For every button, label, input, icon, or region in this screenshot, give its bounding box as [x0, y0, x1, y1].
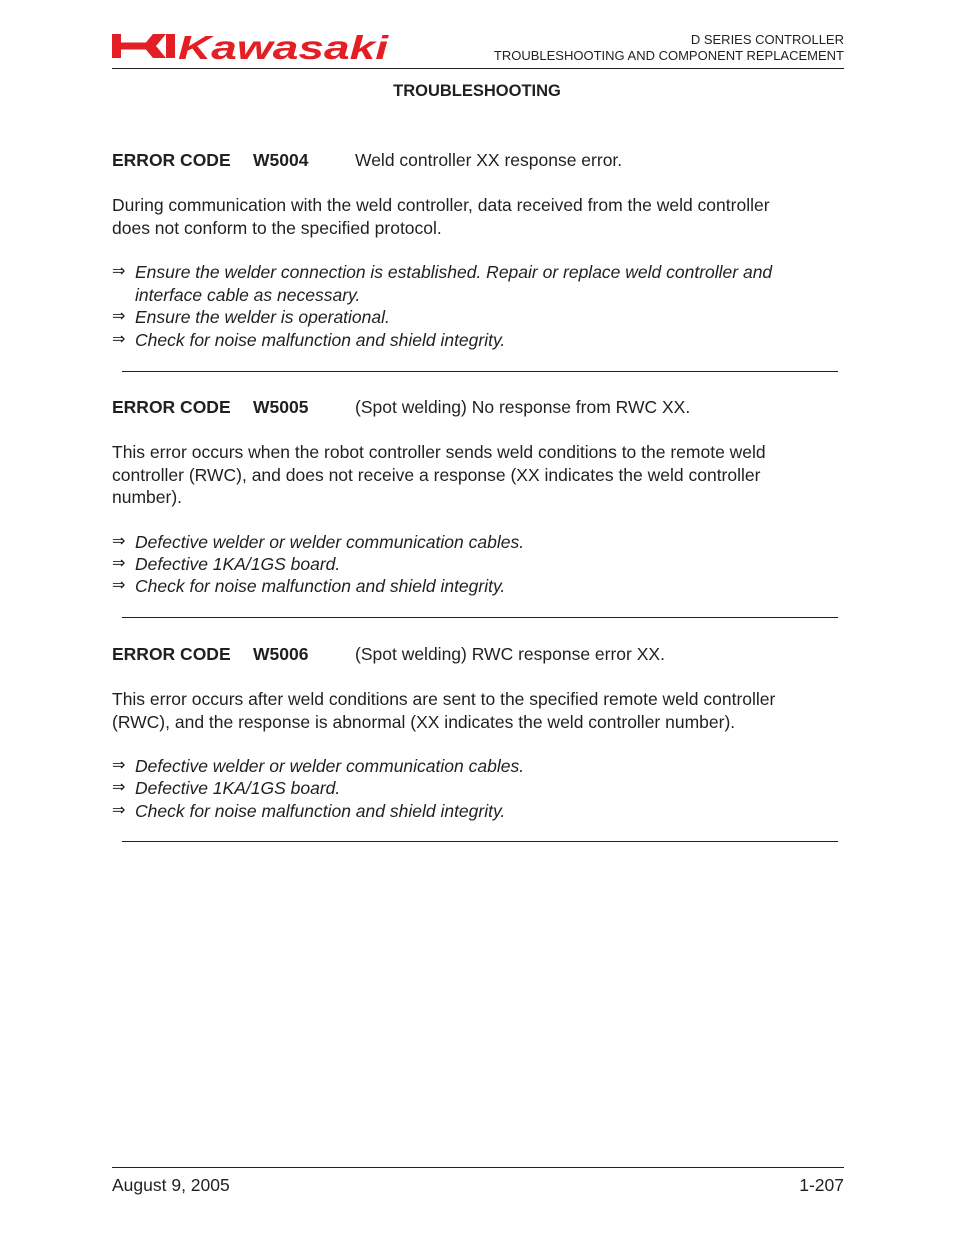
error-code-number: W5004: [253, 150, 309, 170]
header-divider: [112, 68, 844, 69]
header-title: D SERIES CONTROLLER: [690, 32, 844, 47]
explanation-line: During communication with the weld controller, data received from the weld controller: [112, 195, 770, 215]
action-item: [112, 755, 852, 778]
footer-divider: [112, 1167, 844, 1168]
error-explanation: [112, 688, 844, 733]
error-code-number: W5006: [253, 644, 309, 664]
action-item: [112, 329, 852, 352]
error-code-description: Weld controller XX response error.: [355, 150, 623, 170]
arrow-icon: ⇒: [112, 779, 126, 796]
error-code-description: (Spot welding) RWC response error XX.: [355, 644, 665, 664]
action-text: Check for noise malfunction and shield integrity.: [135, 801, 506, 821]
explanation-line: number).: [112, 487, 183, 507]
error-code-heading: [112, 396, 691, 419]
error-code-label: ERROR CODE: [112, 644, 231, 664]
action-text: Defective welder or welder communication cables.: [135, 532, 525, 552]
error-code-label: ERROR CODE: [112, 397, 231, 417]
section-divider: [122, 841, 838, 842]
section-divider: [122, 617, 838, 618]
error-explanation: [112, 441, 844, 509]
error-explanation: [112, 194, 844, 239]
action-text: interface cable as necessary.: [135, 284, 361, 305]
action-text: Ensure the welder connection is established. Repair or replace weld controller and: [135, 262, 773, 282]
action-item: [112, 531, 852, 554]
arrow-icon: ⇒: [112, 555, 126, 572]
error-code-description: (Spot welding) No response from RWC XX.: [355, 397, 691, 417]
action-item: [112, 553, 852, 576]
action-text: Defective 1KA/1GS board.: [135, 554, 341, 574]
action-text: Defective welder or welder communication cables.: [135, 756, 525, 776]
action-item: [112, 800, 852, 823]
error-code-heading: [112, 149, 623, 172]
section-title: TROUBLESHOOTING: [393, 82, 561, 100]
footer-date: August 9, 2005: [112, 1175, 230, 1195]
explanation-line: This error occurs when the robot controller sends weld conditions to the remote weld: [112, 442, 766, 462]
explanation-line: does not conform to the specified protocol.: [112, 217, 442, 238]
header-subtitle: TROUBLESHOOTING AND COMPONENT REPLACEMENT: [493, 48, 844, 63]
action-item: [112, 306, 852, 329]
action-text: Defective 1KA/1GS board.: [135, 778, 341, 798]
arrow-icon: ⇒: [112, 533, 126, 550]
action-item: [112, 261, 852, 306]
explanation-line: controller (RWC), and does not receive a response (XX indicates the weld controller: [112, 464, 761, 485]
page-number: 1-207: [799, 1175, 844, 1195]
section-divider: [122, 371, 838, 372]
arrow-icon: ⇒: [112, 577, 126, 594]
explanation-line: (RWC), and the response is abnormal (XX indicates the weld controller number).: [112, 711, 736, 732]
brand-wordmark: Kawasaki: [178, 30, 390, 64]
arrow-icon: ⇒: [112, 331, 126, 348]
error-code-label: ERROR CODE: [112, 150, 231, 170]
kawasaki-logo: [112, 30, 390, 64]
action-text: Check for noise malfunction and shield integrity.: [135, 576, 506, 596]
action-item: [112, 777, 852, 800]
arrow-icon: ⇒: [112, 263, 126, 280]
arrow-icon: ⇒: [112, 757, 126, 774]
action-text: Ensure the welder is operational.: [135, 307, 390, 327]
explanation-line: This error occurs after weld conditions are sent to the specified remote weld controller: [112, 689, 776, 709]
arrow-icon: ⇒: [112, 802, 126, 819]
error-code-number: W5005: [253, 397, 309, 417]
action-item: [112, 575, 852, 598]
arrow-icon: ⇒: [112, 308, 126, 325]
action-text: Check for noise malfunction and shield integrity.: [135, 330, 506, 350]
error-code-heading: [112, 643, 665, 666]
